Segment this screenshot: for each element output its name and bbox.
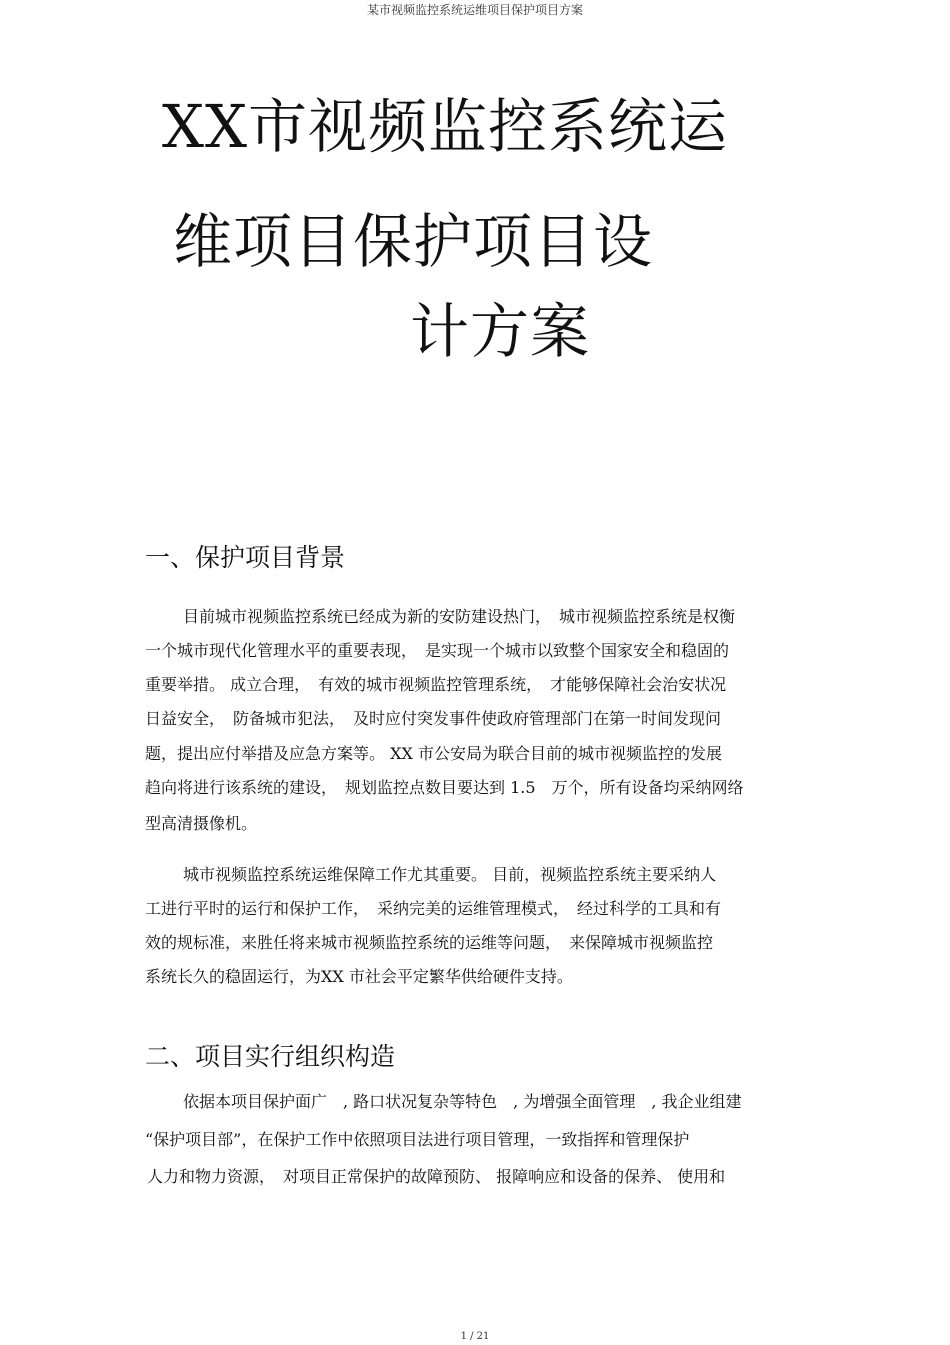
body-text-line: “保护项目部”，在保护工作中依照项目法进行项目管理，一致指挥和管理保护 <box>145 1130 690 1149</box>
running-header: 某市视频监控系统运维项目保护项目方案 <box>366 3 583 17</box>
document-title-line-1: XX市视频监控系统运 <box>162 92 729 161</box>
body-text-line: 人力和物力资源， 对项目正常保护的故障预防、 报障响应和设备的保养、 使用和 <box>147 1167 726 1186</box>
page-number: 1 / 21 <box>460 1331 490 1342</box>
document-title-line-3: 计方案 <box>410 297 591 366</box>
body-text-line: 系统长久的稳固运行，为XX 市社会平定繁华供给硬件支持。 <box>145 967 573 986</box>
body-text-line: 题，提出应付举措及应急方案等。 XX 市公安局为联合目前的城市视频监控的发展 <box>145 744 722 763</box>
body-text-line: 日益安全， 防备城市犯法， 及时应付突发事件使政府管理部门在第一时间发现问 <box>145 709 722 728</box>
body-text-line: 趋向将进行该系统的建设， 规划监控点数目要达到 1.5 万个，所有设备均采纳网络 <box>145 778 744 797</box>
body-text-line: 型高清摄像机。 <box>145 814 258 833</box>
body-text-line: 城市视频监控系统运维保障工作尤其重要。 目前，视频监控系统主要采纳人 <box>183 865 717 884</box>
section-heading-background: 一、保护项目背景 <box>145 543 346 572</box>
document-title-line-2: 维项目保护项目设 <box>173 207 654 276</box>
body-text-line: 效的规标准，来胜任将来城市视频监控系统的运维等问题， 来保障城市视频监控 <box>145 933 714 952</box>
body-text-line: 目前城市视频监控系统已经成为新的安防建设热门， 城市视频监控系统是权衡 <box>183 607 736 626</box>
body-text-line: 一个城市现代化管理水平的重要表现， 是实现一个城市以致整个国家安全和稳固的 <box>145 641 730 660</box>
body-text-line: 依据本项目保护面广 , 路口状况复杂等特色 , 为增强全面管理 , 我企业组建 <box>183 1092 742 1111</box>
body-text-line: 工进行平时的运行和保护工作， 采纳完美的运维管理模式， 经过科学的工具和有 <box>145 899 722 918</box>
body-text-line: 重要举措。 成立合理， 有效的城市视频监控管理系统， 才能够保障社会治安状况 <box>145 675 727 694</box>
section-heading-organization: 二、项目实行组织构造 <box>145 1042 396 1071</box>
